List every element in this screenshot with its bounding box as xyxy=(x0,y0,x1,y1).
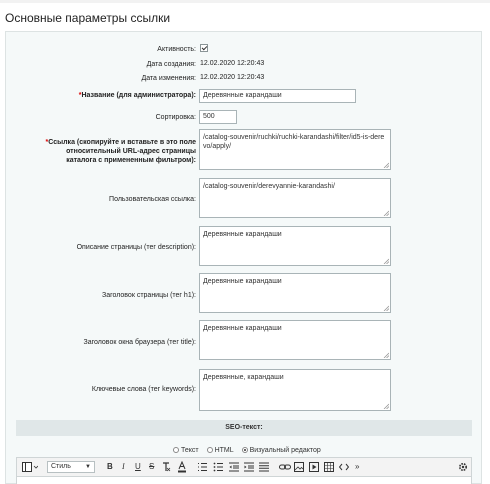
style-select-value: Стиль xyxy=(51,463,71,470)
link-label-text: Ссылка (скопируйте и вставьте в это поле относительный URL-адрес страницы каталога с примененным фильтром): xyxy=(48,139,196,164)
mode-text[interactable] xyxy=(173,447,199,454)
resize-grip-icon[interactable] xyxy=(383,352,389,358)
h1-label: Заголовок страницы (тег h1): xyxy=(101,292,196,299)
unordered-list-icon[interactable] xyxy=(213,462,223,472)
gear-icon[interactable] xyxy=(458,462,468,472)
title-textarea[interactable] xyxy=(199,320,391,360)
created-label: Дата создания: xyxy=(146,61,196,68)
underline-button[interactable]: U xyxy=(135,462,141,471)
keywords-label: Ключевые слова (тег keywords): xyxy=(91,386,196,393)
resize-grip-icon[interactable] xyxy=(383,305,389,311)
mode-visual[interactable] xyxy=(242,447,321,454)
modified-label: Дата изменения: xyxy=(141,75,196,82)
italic-button[interactable]: I xyxy=(122,462,125,471)
h1-textarea[interactable] xyxy=(199,273,391,313)
name-label-text: Название (для администратора): xyxy=(81,92,196,99)
view-mode-icon[interactable] xyxy=(22,462,38,472)
modified-value: 12.02.2020 12:20:43 xyxy=(200,74,265,81)
h1-value: Деревянные карандаши xyxy=(203,278,282,285)
text-color-icon[interactable] xyxy=(177,461,187,473)
title-label: Заголовок окна браузера (тег title): xyxy=(83,339,196,346)
user-link-value: /catalog-souvenir/derevyannie-karandashi/ xyxy=(203,183,335,190)
ordered-list-icon[interactable] xyxy=(197,462,207,472)
outdent-icon[interactable] xyxy=(229,462,239,472)
seo-text-header: SEO-текст: xyxy=(16,420,472,436)
more-tools-button[interactable]: » xyxy=(355,462,360,471)
bold-button[interactable]: B xyxy=(107,462,113,471)
user-link-label: Пользовательская ссылка: xyxy=(109,196,196,203)
indent-icon[interactable] xyxy=(244,462,254,472)
style-select[interactable] xyxy=(47,461,95,473)
link-value: /catalog-souvenir/ruchki/ruchki-karandashi/filter/id5-is-derevo/apply/ xyxy=(203,134,385,150)
editor-content-area[interactable] xyxy=(16,477,472,484)
name-input[interactable]: Деревянные карандаши xyxy=(199,89,356,103)
image-icon[interactable] xyxy=(294,462,304,472)
active-checkbox[interactable] xyxy=(200,44,208,52)
resize-grip-icon[interactable] xyxy=(383,210,389,216)
mode-text-label: Текст xyxy=(181,447,199,454)
radio-visual[interactable] xyxy=(242,447,248,453)
keywords-value: Деревянные, карандаши xyxy=(203,374,284,381)
sort-label: Сортировка: xyxy=(155,114,196,121)
editor-toolbar xyxy=(16,457,472,477)
mode-html[interactable] xyxy=(207,447,234,454)
link-icon[interactable] xyxy=(279,462,291,472)
radio-text[interactable] xyxy=(173,447,179,453)
remove-format-icon[interactable] xyxy=(161,462,171,472)
strikethrough-button[interactable]: S xyxy=(149,462,155,471)
sort-input[interactable]: 500 xyxy=(199,110,237,124)
top-border xyxy=(0,0,490,3)
created-value: 12.02.2020 12:20:43 xyxy=(200,60,265,67)
video-icon[interactable] xyxy=(309,462,319,472)
title-value: Деревянные карандаши xyxy=(203,325,282,332)
link-label: *Ссылка (скопируйте и вставьте в это поле относительный URL-адрес страницы каталога с примененным фильтром): xyxy=(45,139,196,164)
mode-visual-label: Визуальный редактор xyxy=(249,447,321,454)
name-label: *Название (для администратора): xyxy=(78,92,196,99)
resize-grip-icon[interactable] xyxy=(383,162,389,168)
code-icon[interactable] xyxy=(339,462,349,472)
link-textarea[interactable] xyxy=(199,129,391,170)
resize-grip-icon[interactable] xyxy=(383,258,389,264)
chevron-down-icon: ▼ xyxy=(85,464,91,470)
mode-html-label: HTML xyxy=(214,447,234,454)
editor-mode-switch xyxy=(173,447,327,454)
keywords-textarea[interactable] xyxy=(199,369,391,411)
description-textarea[interactable] xyxy=(199,226,391,266)
description-label: Описание страницы (тег description): xyxy=(76,244,196,251)
page-title: Основные параметры ссылки xyxy=(5,11,171,25)
table-icon[interactable] xyxy=(324,462,334,472)
radio-html[interactable] xyxy=(207,447,213,453)
resize-grip-icon[interactable] xyxy=(383,403,389,409)
description-value: Деревянные карандаши xyxy=(203,231,282,238)
active-label: Активность: xyxy=(157,46,196,53)
align-justify-icon[interactable] xyxy=(259,462,269,472)
user-link-textarea[interactable] xyxy=(199,178,391,218)
